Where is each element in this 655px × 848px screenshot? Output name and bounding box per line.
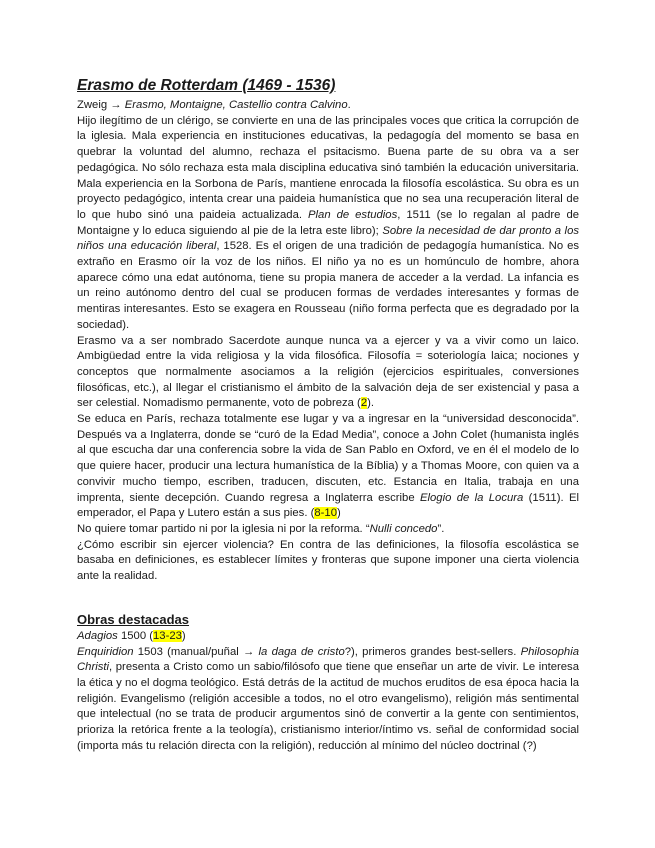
paragraph-neutrality bbox=[77, 522, 579, 538]
zweig-book-title: Erasmo, Montaigne, Castellio contra Calvino bbox=[124, 99, 348, 111]
text-run: 1503 (manual/puñal → bbox=[133, 645, 259, 658]
italic-work-title: la daga de cristo bbox=[258, 645, 345, 658]
italic-quote: Nulli concedo bbox=[369, 522, 438, 535]
zweig-suffix: . bbox=[347, 99, 351, 111]
paragraph-priesthood bbox=[77, 334, 579, 413]
italic-work-title: Sobre la necesidad de dar pronto a los niños una educación liberal bbox=[77, 224, 579, 253]
text-run: ”. bbox=[437, 522, 445, 535]
text-run: ). bbox=[367, 397, 375, 410]
text-run: 1500 ( bbox=[117, 629, 153, 642]
section-heading-obras: Obras destacadas bbox=[77, 611, 190, 627]
text-run: , presenta a Cristo como un sabio/filósofo que tiene que enseñar un arte de vivir. Le interesa la ética y no el dogma teológico. Está detrás de la actitud de muchos eruditos de esa época hacia la religión. Evangelismo (religión accesible a todos, no el otro evangelismo), religión más sentimental que intelectual (no se trata de producir argumentos sinó de convertir a la gente con sentimientos, prioriza la retórica frente a la teología), cristianismo interior/íntimo vs. señal de conformidad social (importa más tu relación directa con la religión), reducción al mínimo del núcleo doctrinal (?) bbox=[77, 661, 579, 752]
text-run: Hijo ilegítimo de un clérigo, se convierte en una de las principales voces que critica la corrupción de la iglesia. Mala experiencia en instituciones educativas, la pedagogía del momento se basa en quebrar la voluntad del alumno, rechaza el psitacismo. Buena parte de su obra va a ser pedagógica. No sólo rechaza esta mala disciplina educativa sinó también la educación universitaria. Mala experiencia en la Sorbona de París, mantiene enrocada la filosofía escolástica. Su obra es un proyecto pedagógico, intenta crear una paideia humanística que no sea una recuperación literal de lo que hubo sinó una paideia actualizada. bbox=[77, 114, 579, 221]
highlight-reference: 8-10 bbox=[314, 507, 337, 520]
italic-work-title: Philosophia Christi bbox=[77, 645, 579, 674]
document-page bbox=[77, 76, 579, 754]
text-run: Erasmo va a ser nombrado Sacerdote aunque nunca va a ejercer y va a vivir como un laico. Ambigüedad entre la vida religiosa y la vida filosófica. Filosofía = soteriología laica; nociones y conceptos que normalmente asociamos a la religión (ejercicios espirituales, conversiones filosóficas, etc.), al llegar el cristianismo el ámbito de la salvación deja de ser existencial y pasa a ser celestial. Nomadismo permanente, voto de pobreza ( bbox=[77, 334, 579, 410]
text-run: , 1511 (se lo regalan al padre de Montaigne y lo educa siguiendo al pie de la letra este libro); bbox=[77, 208, 580, 237]
paragraph-travels bbox=[77, 412, 579, 522]
paragraph-violence: ¿Cómo escribir sin ejercer violencia? En contra de las definiciones, la filosofía escolástica se basaba en definiciones, es establecer límites y fronteras que supone imponer una cierta violencia ante la realidad. bbox=[77, 538, 579, 583]
adagios-line bbox=[77, 629, 579, 645]
text-run: ?), primeros grandes best-sellers. bbox=[344, 645, 521, 658]
text-run: No quiere tomar partido ni por la iglesia ni por la reforma. “ bbox=[77, 522, 370, 535]
text-run: (1511). El emperador, el Papa y Lutero están a sus pies. ( bbox=[77, 491, 579, 520]
highlight-reference: 13-23 bbox=[153, 629, 182, 642]
italic-work-title: Plan de estudios bbox=[308, 208, 398, 221]
paragraph-enquiridion bbox=[77, 645, 579, 755]
text-run: ) bbox=[181, 629, 186, 642]
text-run: Se educa en París, rechaza totalmente ese lugar y va a ingresar en la “universidad desconocida”. Después va a Inglaterra, donde se “curó de la Edad Media”, conoce a John Colet (humanista inglés al que escucha dar una conferencia sobre la vida de San Pablo en Oxford, ve en él el modelo de lo que quiere hacer, producir una lectura humanística de la Bíblia) y a Thomas Moore, con quien va a convivir mucho tiempo, escriben, traducen, discuten, etc. Estancia en Italia, trabaja en una imprenta, siente decepción. Cuando regresa a Inglaterra escribe bbox=[77, 413, 579, 504]
section-spacer bbox=[77, 585, 579, 611]
text-run: , 1528. Es el origen de una tradición de pedagogía humanística. No es extraño en Erasmo oír la voz de los niños. El niño ya no es un homúnculo de hombre, ahora aparece cómo una edat autónoma, tiene su propia manera de acceder a la verdad. La infancia es un reino autónomo dentro del cual se producen formas de verdades interesantes y formas de mentiras interesantes. Esto se exagera en Rousseau (niño forma perfecta que es degradado por la sociedad). bbox=[77, 240, 579, 331]
highlight-reference: 2 bbox=[360, 397, 368, 410]
italic-work-title: Elogio de la Locura bbox=[419, 491, 524, 504]
zweig-prefix: Zweig → bbox=[77, 99, 125, 111]
italic-work-title: Enquiridion bbox=[77, 645, 134, 658]
document-title: Erasmo de Rotterdam (1469 - 1536) bbox=[77, 77, 336, 94]
paragraph-biography bbox=[77, 114, 579, 334]
italic-work-title: Adagios bbox=[77, 629, 118, 642]
text-run: ) bbox=[337, 507, 341, 520]
zweig-reference bbox=[77, 98, 579, 114]
